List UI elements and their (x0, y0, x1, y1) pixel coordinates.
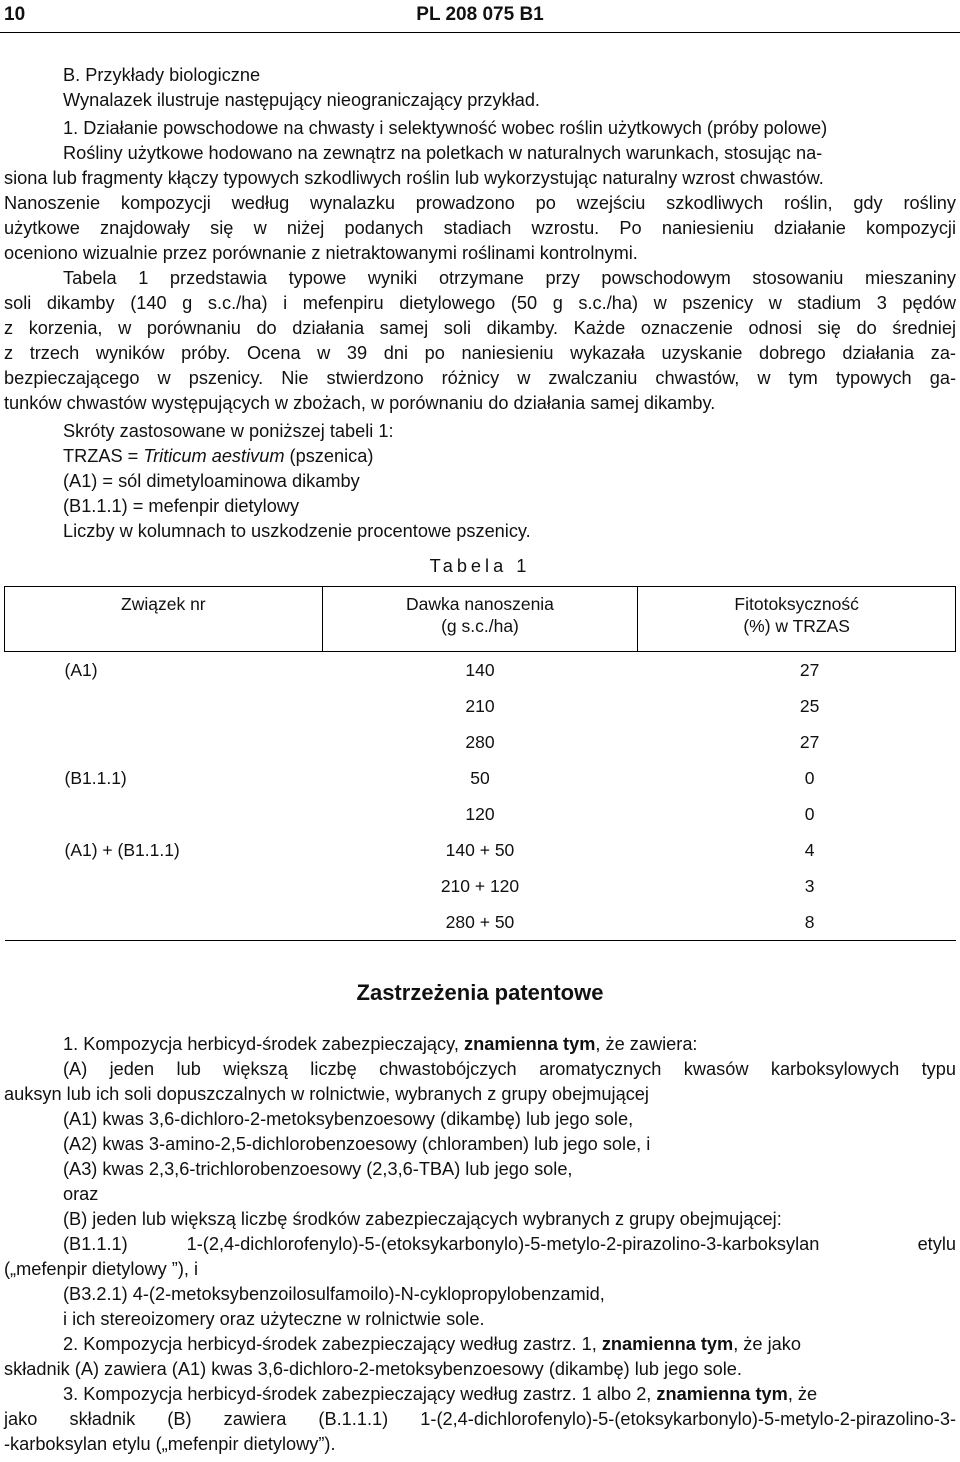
page-header (0, 4, 960, 32)
claim-text: 2. Kompozycja herbicyd-środek zabezpieczający według zastrz. 1, (63, 1334, 602, 1354)
paragraph-line: siona lub fragmenty kłączy typowych szkodliwych roślin lub wykorzystując naturalny wzrost chwastów. (4, 168, 824, 188)
cell-phytotoxicity: 8 (638, 904, 956, 941)
cell-compound: (A1) + (B1.1.1) (64, 840, 180, 860)
claim-text: , że jako (733, 1334, 801, 1354)
cell-compound: (A1) (64, 660, 98, 680)
table-row (5, 688, 956, 724)
cell-dose: 50 (470, 768, 490, 788)
table-row (5, 796, 956, 832)
cell-dose: 210 + 120 (440, 876, 520, 896)
claim-line: (A) jeden lub większą liczbę chwastobójczych aromatycznych kwasów karboksylowych typu (63, 1059, 956, 1079)
cell-dose: 280 (465, 732, 495, 752)
paragraph-line: Tabela 1 przedstawia typowe wyniki otrzymane przy powschodowym stosowaniu mieszaniny (63, 268, 956, 288)
cell-phytotoxicity: 4 (804, 840, 815, 860)
results-table (4, 586, 956, 941)
claim-line: („mefenpir dietylowy ”), i (4, 1259, 199, 1279)
claim-line: (A1) kwas 3,6-dichloro-2-metoksybenzoesowy (dikambę) lub jego sole, (63, 1109, 634, 1129)
paragraph-line: soli dikamby (140 g s.c./ha) i mefenpiru dietylowego (50 g s.c./ha) w pszenicy w stadium 3 pędów (4, 293, 956, 313)
abbrev-a1: (A1) = sól dimetyloaminowa dikamby (63, 471, 360, 491)
cell-compound (5, 724, 323, 760)
header-rule (0, 32, 960, 33)
claims-title: Zastrzeżenia patentowe (356, 980, 604, 1005)
abbrev-trzas (63, 444, 373, 468)
cell-phytotoxicity: 27 (799, 660, 820, 680)
table-row (5, 832, 956, 868)
claim-bold: znamienna tym (601, 1334, 734, 1354)
claim-text: , że zawiera: (595, 1034, 698, 1054)
section-intro: Wynalazek ilustruje następujący nieograniczający przykład. (63, 90, 540, 110)
table-title: Tabela 1 (429, 556, 531, 576)
cell-phytotoxicity: 3 (804, 876, 815, 896)
cell-compound (5, 688, 323, 724)
claim-line: oraz (63, 1184, 99, 1204)
abbrev-b111: (B1.1.1) = mefenpir dietylowy (63, 496, 300, 516)
paragraph-line: z trzech wyników próby. Ocena w 39 dni po naniesieniu wykazała uzyskanie dobrego działania za- (4, 343, 956, 363)
cell-phytotoxicity: 27 (799, 732, 820, 752)
claim-line: auksyn lub ich soli dopuszczalnych w rolnictwie, wybranych z grupy obejmującej (4, 1084, 649, 1104)
header-line: (g s.c./ha) (441, 616, 519, 636)
table-header-row (5, 587, 956, 652)
claim-line: jako składnik (B) zawiera (B.1.1.1) 1-(2,4-dichlorofenylo)-5-(etoksykarbonylo)-5-metylo-2-pirazolino-3- (4, 1409, 956, 1429)
claim-line: (B3.2.1) 4-(2-metoksybenzoilosulfamoilo)-N-cyklopropylobenzamid, (63, 1284, 605, 1304)
claim-1 (63, 1032, 697, 1056)
paragraph-line: bezpieczającego w pszenicy. Nie stwierdzono różnicy w zwalczaniu chwastów, w tym typowych ga- (4, 368, 956, 388)
claim-bold: znamienna tym (464, 1034, 596, 1054)
claim-line: i ich stereoizomery oraz użyteczne w rolnictwie sole. (63, 1309, 485, 1329)
cell-compound (5, 796, 323, 832)
claim-line: (B) jeden lub większą liczbę środków zabezpieczających wybranych z grupy obejmującej: (63, 1209, 782, 1229)
claim-text: , że (787, 1384, 818, 1404)
header-phytotoxicity (638, 587, 956, 652)
paragraph-line: Rośliny użytkowe hodowano na zewnątrz na poletkach w naturalnych warunkach, stosując na- (63, 143, 823, 163)
table-row (5, 724, 956, 760)
paragraph-line: tunków chwastów występujących w zbożach, w porównaniu do działania samej dikamby. (4, 393, 716, 413)
abbrev-intro: Skróty zastosowane w poniższej tabeli 1: (63, 421, 394, 441)
cell-phytotoxicity: 25 (799, 696, 820, 716)
cell-phytotoxicity: 0 (804, 768, 815, 788)
cell-dose: 280 + 50 (322, 904, 638, 941)
paragraph-line: Nanoszenie kompozycji według wynalazku prowadzono po wzejściu szkodliwych roślin, gdy rośliny (4, 193, 956, 213)
page-number: 10 (4, 4, 26, 25)
table-row (5, 760, 956, 796)
abbrev-trzas-suffix: (pszenica) (284, 446, 374, 466)
header-line: Dawka nanoszenia (406, 594, 554, 614)
claim-2 (63, 1332, 956, 1356)
claim-line: (A3) kwas 2,3,6-trichlorobenzoesowy (2,3,6-TBA) lub jego sole, (63, 1159, 573, 1179)
paragraph-line: użytkowe znajdowały się w niżej podanych stadiach wzrostu. Po naniesieniu działanie kompozycji (4, 218, 956, 238)
header-line: (%) w TRZAS (743, 616, 850, 636)
cell-compound (5, 868, 323, 904)
paragraph-line: oceniono wizualnie przez porównanie z nietraktowanymi roślinami kontrolnymi. (4, 243, 638, 263)
table-row (5, 652, 956, 689)
cell-dose: 120 (465, 804, 495, 824)
header-line: Fitotoksyczność (734, 594, 859, 614)
claim-line: (A2) kwas 3-amino-2,5-dichlorobenzoesowy (chloramben) lub jego sole, i (63, 1134, 651, 1154)
cell-compound (5, 904, 323, 941)
abbrev-trzas-prefix: TRZAS = (63, 446, 144, 466)
claim-text: 1. Kompozycja herbicyd-środek zabezpieczający, (63, 1034, 464, 1054)
cell-dose: 140 (465, 660, 495, 680)
claim-text: 3. Kompozycja herbicyd-środek zabezpieczający według zastrz. 1 albo 2, (63, 1384, 657, 1404)
example-heading: 1. Działanie powschodowe na chwasty i selektywność wobec roślin użytkowych (próby polowe) (63, 118, 828, 138)
patent-number: PL 208 075 B1 (416, 4, 544, 25)
cell-phytotoxicity: 0 (804, 804, 815, 824)
claim-bold: znamienna tym (656, 1384, 788, 1404)
claim-line: -karboksylan etylu („mefenpir dietylowy”). (4, 1434, 336, 1454)
header-line: Związek nr (121, 594, 206, 614)
claim-line: składnik (A) zawiera (A1) kwas 3,6-dichloro-2-metoksybenzoesowy (dikambę) lub jego sole. (4, 1359, 742, 1379)
claim-3 (63, 1382, 956, 1406)
section-title: B. Przykłady biologiczne (63, 65, 261, 85)
table-row (5, 904, 956, 941)
cell-dose: 210 (465, 696, 495, 716)
claim-line: (B1.1.1) 1-(2,4-dichlorofenylo)-5-(etoksykarbonylo)-5-metylo-2-pirazolino-3-karboksylan etylu (63, 1234, 956, 1254)
abbrev-trzas-latin: Triticum aestivum (143, 446, 285, 466)
header-compound (5, 587, 323, 652)
table-row (5, 868, 956, 904)
abbrev-note: Liczby w kolumnach to uszkodzenie procentowe pszenicy. (63, 521, 531, 541)
cell-dose: 140 + 50 (445, 840, 515, 860)
paragraph-line: z korzenia, w porównaniu do działania samej soli dikamby. Każde oznaczenie odnosi się do średniej (4, 318, 956, 338)
cell-compound: (B1.1.1) (64, 768, 127, 788)
header-dose (322, 587, 638, 652)
